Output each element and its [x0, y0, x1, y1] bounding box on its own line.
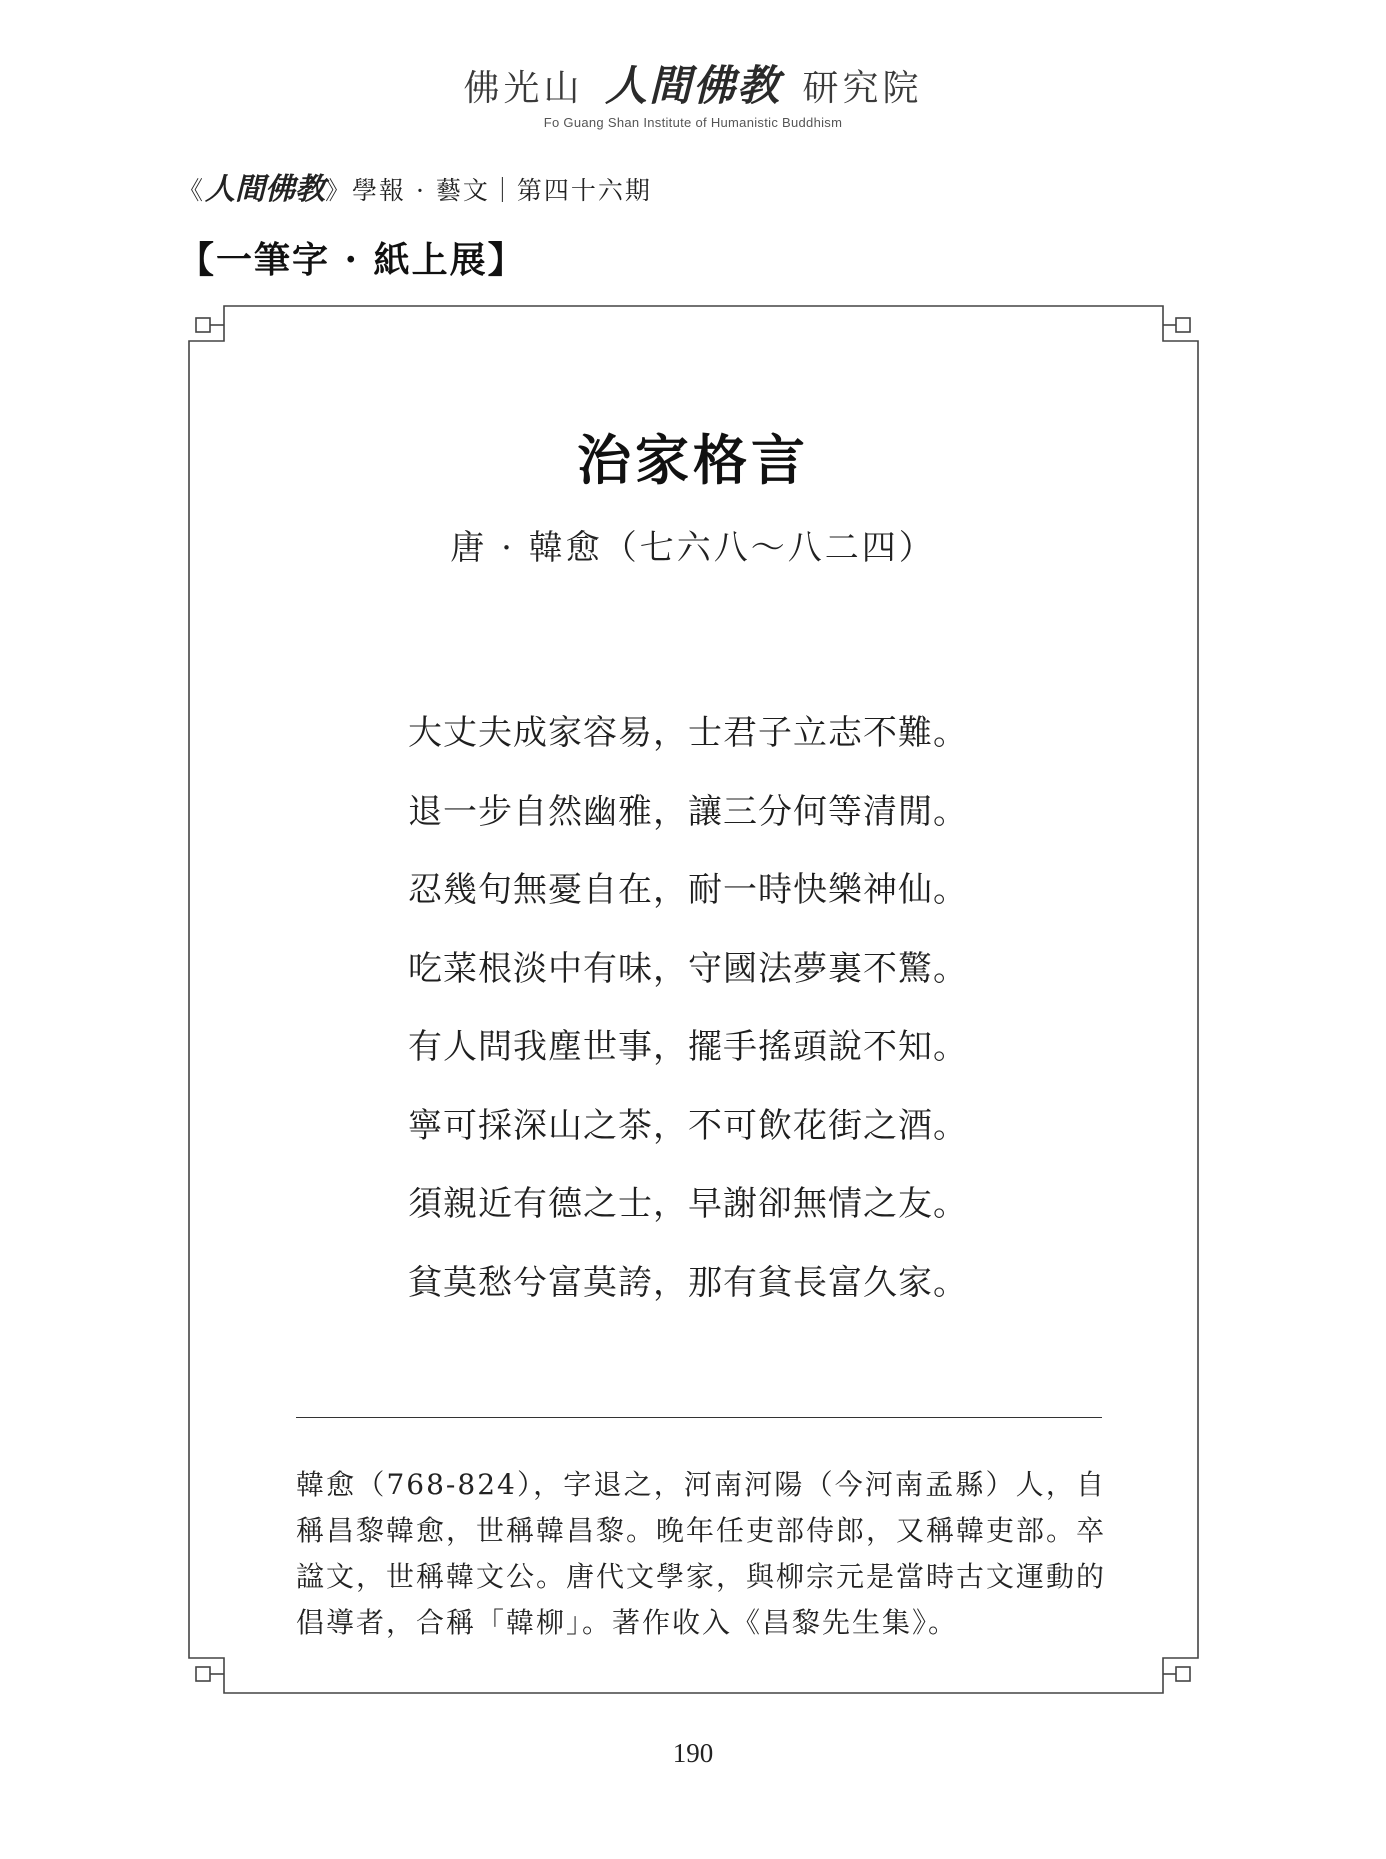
section-heading: 【一筆字 · 紙上展】 — [178, 239, 526, 281]
poem-line: 大丈夫成家容易，士君子立志不難。 — [408, 713, 968, 753]
poem-author: 唐 · 韓愈（七六八～八二四） — [450, 528, 936, 568]
journal-brand: 人間佛教 — [205, 172, 326, 207]
poem-line: 須親近有德之士，早謝卻無情之友。 — [408, 1184, 968, 1224]
poem-line: 有人問我塵世事，擺手搖頭說不知。 — [408, 1027, 968, 1067]
poem-lines — [408, 694, 1028, 1322]
journal-open-quote: 《 — [178, 176, 206, 205]
institute-prefix: 佛光山 — [463, 68, 584, 109]
page-number: 190 — [672, 1738, 714, 1768]
poem-line: 寧可採深山之茶，不可飲花街之酒。 — [408, 1105, 968, 1146]
author-note: 韓愈（768-824），字退之，河南河陽（今河南孟縣）人，自稱昌黎韓愈，世稱韓昌黎。晚年任吏部侍郎，又稱韓吏部。卒諡文，世稱韓文公。唐代文學家，與柳宗元是當時古文運動的倡導者，合稱「韓柳」。著作收入《昌黎先生集》。 — [296, 1468, 1107, 1639]
journal-section-issue: 學報 · 藝文｜第四十六期 — [352, 176, 652, 205]
institute-english-name: Fo Guang Shan Institute of Humanistic Buddhism — [543, 115, 843, 130]
note-divider — [296, 1417, 1102, 1418]
institute-header — [0, 62, 1386, 130]
institute-brand-logo: 人間佛教 — [604, 61, 781, 110]
institute-suffix: 研究院 — [802, 68, 923, 109]
journal-close-quote: 》 — [325, 176, 353, 205]
poem-line: 吃菜根淡中有味，守國法夢裏不驚。 — [408, 948, 968, 989]
poem-title: 治家格言 — [577, 428, 809, 492]
institute-name — [0, 62, 1386, 113]
poem-line: 退一步自然幽雅，讓三分何等清閒。 — [408, 791, 968, 832]
poem-line: 忍幾句無憂自在，耐一時快樂神仙。 — [408, 870, 968, 910]
poem-line: 貧莫愁兮富莫誇，那有貧長富久家。 — [408, 1262, 968, 1303]
journal-issue-line — [178, 164, 652, 208]
